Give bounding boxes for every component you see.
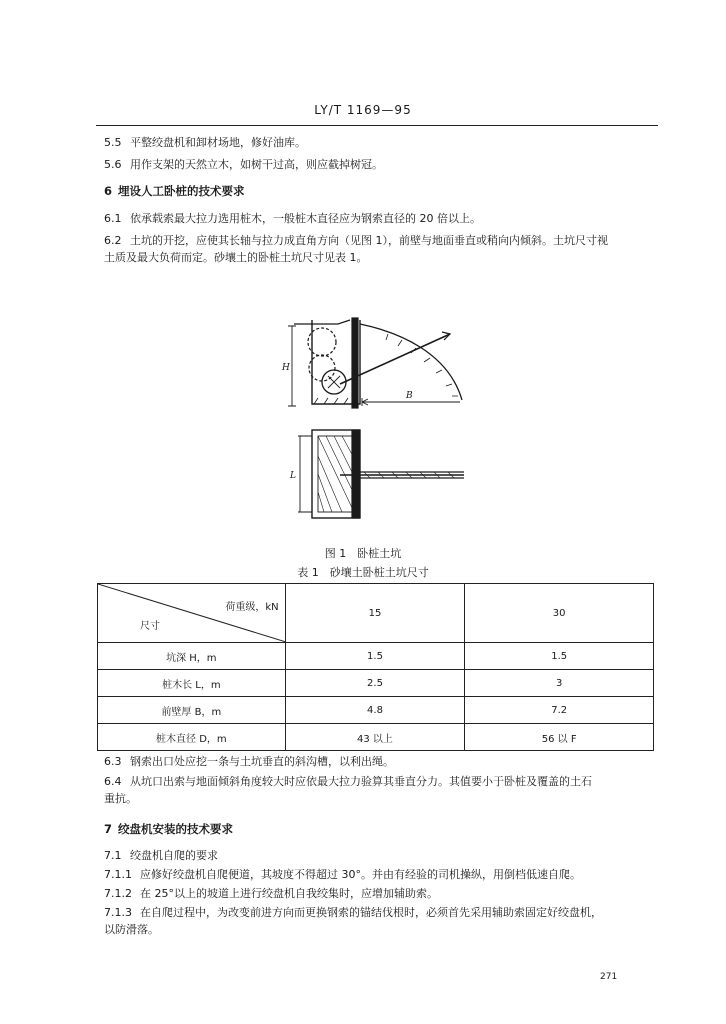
section-number: 6	[104, 184, 113, 198]
clause-text: 钢索出口处应挖一条与土坑垂直的斜沟槽，以利出绳。	[130, 755, 394, 768]
clause-5-6	[104, 157, 383, 172]
header-load-label: 荷重级，kN	[225, 602, 279, 613]
clause-text: 在 25°以上的坡道上进行绞盘机自我绞集时，应增加辅助索。	[140, 887, 438, 900]
table-row	[98, 724, 654, 751]
row-value: 1.5	[285, 643, 465, 670]
log-outline-lower	[309, 355, 335, 381]
clause-7-1	[104, 848, 218, 863]
clause-text-line1: 从坑口出索与地面倾斜角度较大时应依最大拉力验算其垂直分力。其值要小于卧桩及覆盖的土石	[130, 775, 592, 788]
table-header-row	[98, 584, 654, 643]
row-value: 7.2	[465, 697, 654, 724]
clause-number: 7.1	[104, 849, 122, 862]
clause-6-1	[104, 211, 481, 226]
clause-number: 7.1.2	[104, 887, 132, 900]
header-rule	[96, 125, 658, 126]
clause-number: 7.1.3	[104, 906, 132, 919]
section-title: 绞盘机安装的技术要求	[118, 822, 233, 836]
header-col-15: 15	[285, 584, 465, 643]
clause-text: 绞盘机自爬的要求	[130, 849, 218, 862]
row-label: 前壁厚 B，m	[98, 697, 286, 724]
clause-7-1-2	[104, 886, 438, 901]
row-value: 4.8	[285, 697, 465, 724]
section-7-heading	[104, 822, 233, 837]
front-wall-post	[352, 318, 358, 408]
table-row	[98, 670, 654, 697]
clause-number: 6.4	[104, 775, 122, 788]
clause-number: 6.1	[104, 212, 122, 225]
clause-text-line1: 在自爬过程中，为改变前进方向而更换钢索的锚结伐根时，必须首先采用辅助索固定好绞盘机，	[140, 906, 602, 919]
figure-caption: 图 1 卧桩土坑	[324, 547, 402, 560]
table-row	[98, 697, 654, 724]
clause-text-line2: 重抗。	[104, 792, 137, 805]
clause-number: 5.5	[104, 136, 122, 149]
label-b: B	[406, 391, 413, 401]
clause-6-4	[104, 773, 664, 807]
section-title: 埋设人工卧桩的技术要求	[118, 184, 245, 198]
header-col-30: 30	[465, 584, 654, 643]
label-l: L	[290, 471, 296, 481]
pit-diagram	[278, 312, 478, 532]
clause-6-3	[104, 754, 394, 769]
table-caption: 表 1 砂壤土卧桩土坑尺寸	[297, 566, 429, 579]
standard-header: LY/T 1169—95	[314, 103, 412, 117]
section-6-heading	[104, 184, 245, 199]
corner-diagonal	[98, 584, 286, 642]
row-value: 3	[465, 670, 654, 697]
pit-dimension-table	[97, 583, 654, 751]
row-value: 1.5	[465, 643, 654, 670]
clause-number: 6.3	[104, 755, 122, 768]
ground-line	[294, 320, 350, 324]
label-h: H	[282, 363, 290, 373]
clause-6-2	[104, 232, 664, 266]
row-label: 坑深 H，m	[98, 643, 286, 670]
clause-number: 7.1.1	[104, 868, 132, 881]
row-value: 2.5	[285, 670, 465, 697]
clause-number: 5.6	[104, 158, 122, 171]
plan-front-post	[352, 430, 359, 518]
table-row	[98, 643, 654, 670]
row-label: 桩木长 L，m	[98, 670, 286, 697]
page-number: 271	[600, 972, 618, 982]
clause-5-5	[104, 135, 306, 150]
clause-7-1-1	[104, 867, 581, 882]
clause-text-line1: 土坑的开挖，应使其长轴与拉力成直角方向（见图 1），前壁与地面垂直或稍向内倾斜。土坑尺寸视	[130, 234, 608, 247]
clause-number: 6.2	[104, 234, 122, 247]
clause-text: 用作支架的天然立木，如树干过高，则应截掉树冠。	[130, 158, 383, 171]
section-number: 7	[104, 822, 113, 836]
dimension-l	[298, 436, 312, 512]
clause-text-line2: 土质及最大负荷而定。砂壤土的卧桩土坑尺寸见表 1。	[104, 251, 368, 264]
clause-7-1-3	[104, 904, 664, 938]
row-value: 56 以 F	[465, 724, 654, 751]
row-value: 43 以上	[285, 724, 465, 751]
clause-text: 依承载索最大拉力选用桩木，一般桩木直径应为钢索直径的 20 倍以上。	[130, 212, 481, 225]
row-label: 桩木直径 D，m	[98, 724, 286, 751]
header-size-label: 尺寸	[140, 621, 160, 632]
clause-text: 应修好绞盘机自爬便道，其坡度不得超过 30°。并由有经验的司机操纵，用倒档低速自爬。	[140, 868, 581, 881]
clause-text-line2: 以防滑落。	[104, 923, 159, 936]
table-corner-cell	[98, 584, 286, 643]
clause-text: 平整绞盘机和卸材场地，修好油库。	[130, 136, 306, 149]
